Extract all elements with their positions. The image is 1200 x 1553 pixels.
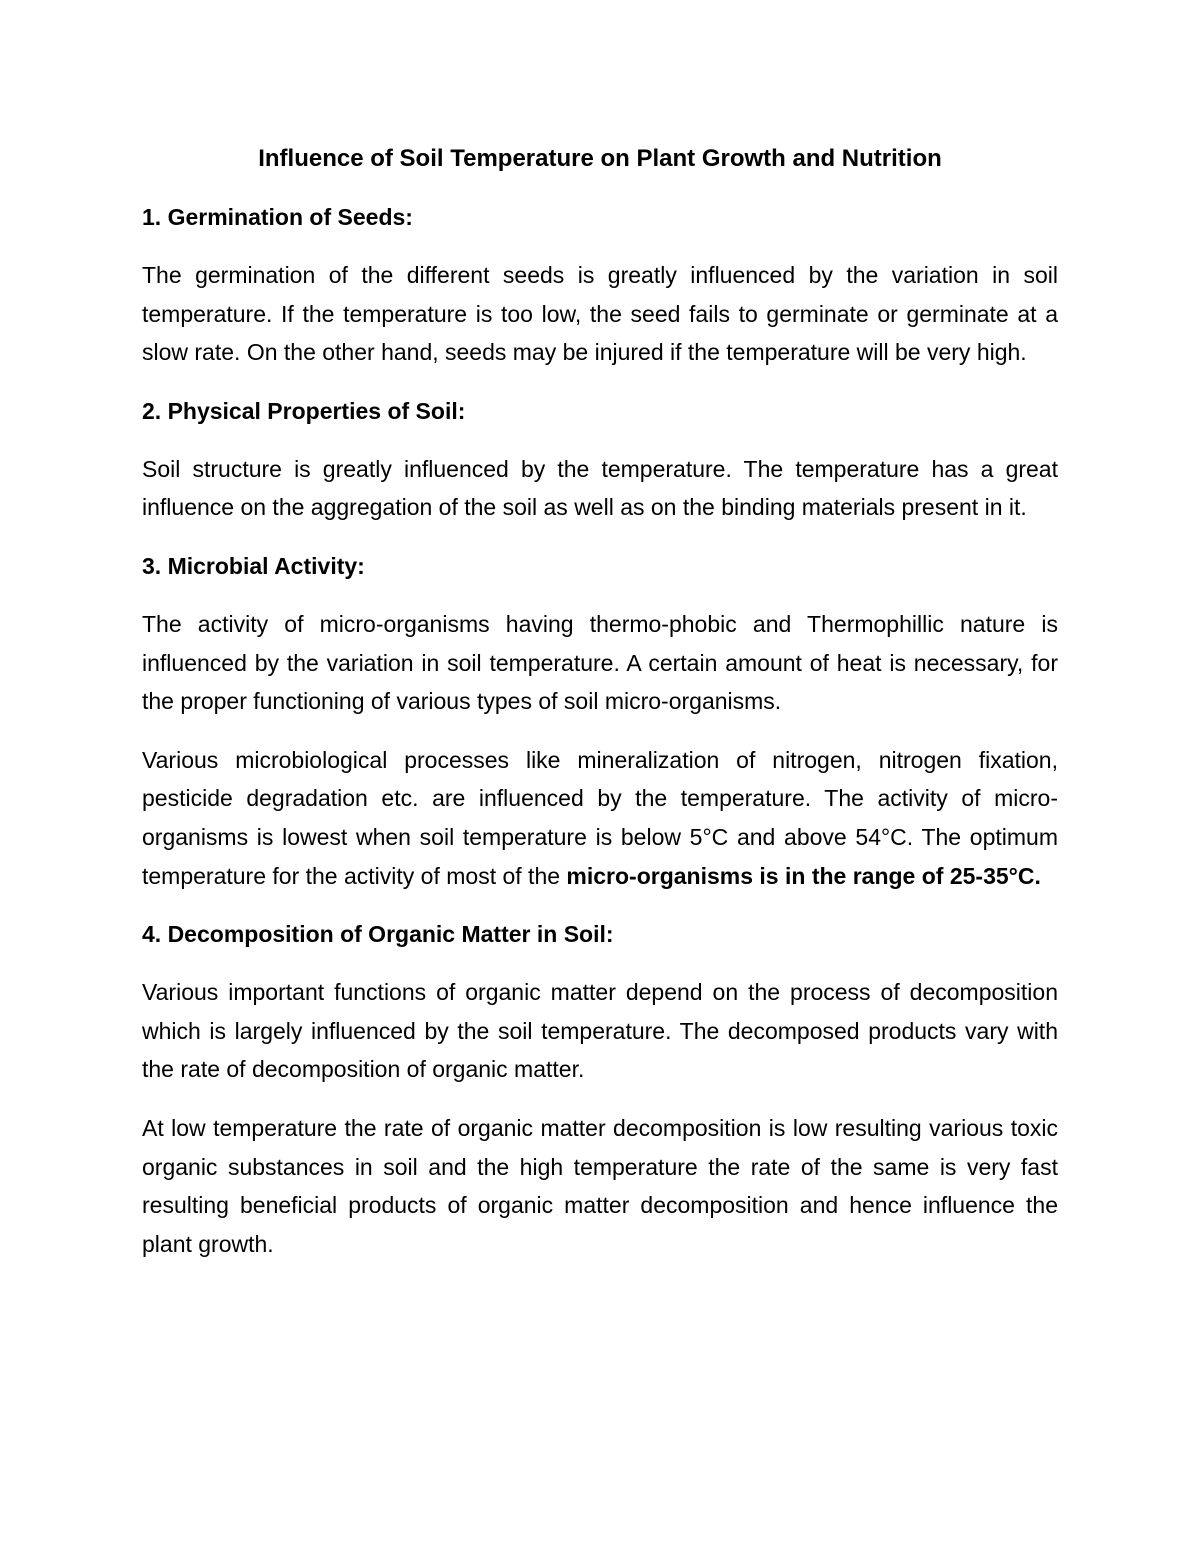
paragraph-germination: The germination of the different seeds is greatly influenced by the variation in soil temperature. If the temperature is too low, the seed fails to germinate or germinate at a slow rate. On the other hand, seeds may be injured if the temperature will be very high. <box>142 262 1058 366</box>
paragraph-text: Various microbiological processes like mineralization of nitrogen, nitrogen fixation, pesticide degradation etc. are influenced by the temperature. The activity of micro-organisms is lowest when soil temperature is below 5°C and above 54°C. The optimum temperature for the activity of most of the <box>142 746 1058 889</box>
section-heading-microbial-activity: 3. Microbial Activity: <box>142 552 365 579</box>
paragraph-decomposition-1: Various important functions of organic matter depend on the process of decomposition which is largely influenced by the soil temperature. The decomposed products vary with the rate of decomposition of organic matter. <box>142 979 1058 1083</box>
document-body <box>142 140 1058 1283</box>
section-heading-physical-properties: 2. Physical Properties of Soil: <box>142 397 466 424</box>
section-heading-germination: 1. Germination of Seeds: <box>142 204 413 230</box>
paragraph-decomposition-2: At low temperature the rate of organic matter decomposition is low resulting various toxic organic substances in soil and the high temperature the rate of the same is very fast resulting beneficial products of organic matter decomposition and hence influence the plant growth. <box>142 1114 1058 1257</box>
section-heading-decomposition: 4. Decomposition of Organic Matter in Soil: <box>142 921 614 948</box>
paragraph-physical-properties: Soil structure is greatly influenced by the temperature. The temperature has a great influence on the aggregation of the soil as well as on the binding materials present in it. <box>142 455 1058 521</box>
document-title: Influence of Soil Temperature on Plant Growth and Nutrition <box>258 145 942 172</box>
paragraph-microbial-activity-2 <box>142 741 1058 895</box>
paragraph-microbial-activity-1: The activity of micro-organisms having thermo-phobic and Thermophillic nature is influenced by the variation in soil temperature. A certain amount of heat is necessary, for the proper functioning of various types of soil micro-organisms. <box>142 610 1058 715</box>
emphasized-text: micro-organisms is in the range of 25-35°C. <box>566 862 1041 889</box>
